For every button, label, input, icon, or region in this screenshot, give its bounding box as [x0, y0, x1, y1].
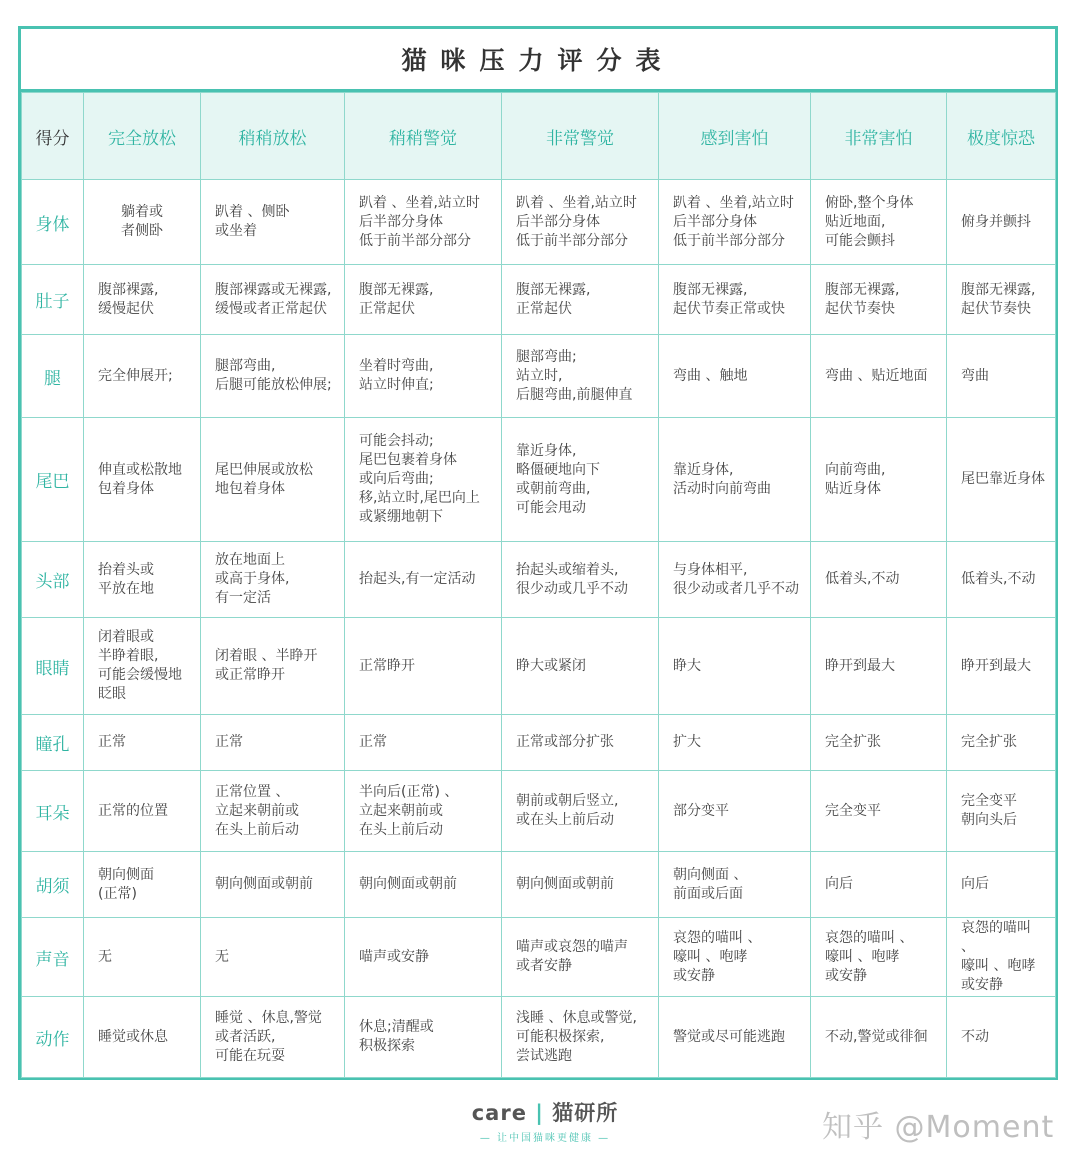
table-cell: 无 — [201, 918, 345, 997]
table-cell: 睁开到最大 — [811, 618, 947, 715]
table-cell: 睁大 — [659, 618, 811, 715]
header-terrified: 极度惊恐 — [947, 93, 1056, 180]
table-cell: 不动 — [947, 997, 1056, 1078]
table-cell: 放在地面上 或高于身体, 有一定活 — [201, 542, 345, 618]
table-cell: 腹部裸露, 缓慢起伏 — [84, 265, 201, 335]
table-cell: 正常或部分扩张 — [502, 715, 659, 771]
table-cell: 尾巴靠近身体 — [947, 418, 1056, 542]
table-cell: 抬起头,有一定活动 — [345, 542, 502, 618]
table-cell: 完全变平 — [811, 771, 947, 852]
table-cell: 扩大 — [659, 715, 811, 771]
row-label: 腿 — [22, 335, 84, 418]
table-row — [22, 715, 1056, 771]
header-fearful: 感到害怕 — [659, 93, 811, 180]
row-label: 耳朵 — [22, 771, 84, 852]
table-cell: 正常的位置 — [84, 771, 201, 852]
table-row — [22, 918, 1056, 997]
header-score: 得分 — [22, 93, 84, 180]
table-cell: 弯曲 、贴近地面 — [811, 335, 947, 418]
table-cell: 抬起头或缩着头, 很少动或几乎不动 — [502, 542, 659, 618]
table-cell: 向后 — [811, 852, 947, 918]
table-cell: 朝向侧面 (正常) — [84, 852, 201, 918]
table-cell: 腹部无裸露, 起伏节奏正常或快 — [659, 265, 811, 335]
table-cell: 部分变平 — [659, 771, 811, 852]
table-cell: 哀怨的喵叫 、 嚎叫 、咆哮 或安静 — [659, 918, 811, 997]
table-cell: 警觉或尽可能逃跑 — [659, 997, 811, 1078]
zhihu-watermark: 知乎 @Moment — [822, 1110, 1055, 1145]
header-slightly-relaxed: 稍稍放松 — [201, 93, 345, 180]
table-cell: 趴着 、侧卧 或坐着 — [201, 180, 345, 265]
table-cell: 浅睡 、休息或警觉, 可能积极探索, 尝试逃跑 — [502, 997, 659, 1078]
table-row — [22, 335, 1056, 418]
table-cell: 抬着头或 平放在地 — [84, 542, 201, 618]
row-label: 声音 — [22, 918, 84, 997]
table-cell: 哀怨的喵叫 、 嚎叫 、咆哮 或安静 — [947, 918, 1056, 997]
table-cell: 趴着 、坐着,站立时 后半部分身体 低于前半部分部分 — [659, 180, 811, 265]
row-label: 眼睛 — [22, 618, 84, 715]
table-row — [22, 997, 1056, 1078]
row-label: 肚子 — [22, 265, 84, 335]
table-cell: 闭着眼 、半睁开 或正常睁开 — [201, 618, 345, 715]
table-cell: 坐着时弯曲, 站立时伸直; — [345, 335, 502, 418]
table-cell: 休息;清醒或 积极探索 — [345, 997, 502, 1078]
table-cell: 完全变平 朝向头后 — [947, 771, 1056, 852]
header-row — [22, 93, 1056, 180]
stress-score-table-frame — [18, 26, 1058, 1080]
table-cell: 半向后(正常) 、 立起来朝前或 在头上前后动 — [345, 771, 502, 852]
row-label: 身体 — [22, 180, 84, 265]
table-cell: 正常 — [201, 715, 345, 771]
table-cell: 朝向侧面 、 前面或后面 — [659, 852, 811, 918]
table-cell: 睡觉或休息 — [84, 997, 201, 1078]
table-cell: 向后 — [947, 852, 1056, 918]
table-cell: 睁开到最大 — [947, 618, 1056, 715]
table-cell: 无 — [84, 918, 201, 997]
table-cell: 朝向侧面或朝前 — [201, 852, 345, 918]
header-slightly-alert: 稍稍警觉 — [345, 93, 502, 180]
logo-brand-en: care — [471, 1101, 527, 1125]
table-cell: 腹部无裸露, 正常起伏 — [345, 265, 502, 335]
table-cell: 俯身并颤抖 — [947, 180, 1056, 265]
table-cell: 睁大或紧闭 — [502, 618, 659, 715]
table-cell: 腹部裸露或无裸露, 缓慢或者正常起伏 — [201, 265, 345, 335]
table-cell: 靠近身体, 略僵硬地向下 或朝前弯曲, 可能会甩动 — [502, 418, 659, 542]
table-cell: 完全伸展开; — [84, 335, 201, 418]
table-row — [22, 180, 1056, 265]
table-cell: 低着头,不动 — [811, 542, 947, 618]
table-cell: 伸直或松散地 包着身体 — [84, 418, 201, 542]
table-cell: 尾巴伸展或放松 地包着身体 — [201, 418, 345, 542]
table-row — [22, 852, 1056, 918]
table-cell: 喵声或哀怨的喵声 或者安静 — [502, 918, 659, 997]
logo-brand-cn: 猫研所 — [552, 1101, 619, 1125]
header-fully-relaxed: 完全放松 — [84, 93, 201, 180]
table-cell: 腹部无裸露, 正常起伏 — [502, 265, 659, 335]
table-cell: 向前弯曲, 贴近身体 — [811, 418, 947, 542]
table-cell: 朝向侧面或朝前 — [345, 852, 502, 918]
table-cell: 腿部弯曲; 站立时, 后腿弯曲,前腿伸直 — [502, 335, 659, 418]
row-label: 胡须 — [22, 852, 84, 918]
row-label: 尾巴 — [22, 418, 84, 542]
table-cell: 腹部无裸露, 起伏节奏快 — [947, 265, 1056, 335]
table-cell: 朝向侧面或朝前 — [502, 852, 659, 918]
table-cell: 趴着 、坐着,站立时 后半部分身体 低于前半部分部分 — [345, 180, 502, 265]
table-cell: 哀怨的喵叫 、 嚎叫 、咆哮 或安静 — [811, 918, 947, 997]
table-row — [22, 542, 1056, 618]
care-logo — [470, 1097, 620, 1144]
table-cell: 正常位置 、 立起来朝前或 在头上前后动 — [201, 771, 345, 852]
table-cell: 喵声或安静 — [345, 918, 502, 997]
table-cell: 正常 — [345, 715, 502, 771]
table-cell: 正常 — [84, 715, 201, 771]
row-label: 瞳孔 — [22, 715, 84, 771]
table-cell: 闭着眼或 半睁着眼, 可能会缓慢地 眨眼 — [84, 618, 201, 715]
table-cell: 朝前或朝后竖立, 或在头上前后动 — [502, 771, 659, 852]
logo-separator: | — [535, 1101, 544, 1125]
table-row — [22, 418, 1056, 542]
row-label: 头部 — [22, 542, 84, 618]
table-cell: 靠近身体, 活动时向前弯曲 — [659, 418, 811, 542]
table-row — [22, 618, 1056, 715]
table-cell: 完全扩张 — [811, 715, 947, 771]
table-cell: 腹部无裸露, 起伏节奏快 — [811, 265, 947, 335]
table-cell: 腿部弯曲, 后腿可能放松伸展; — [201, 335, 345, 418]
table-cell: 弯曲 — [947, 335, 1056, 418]
table-cell: 不动,警觉或徘徊 — [811, 997, 947, 1078]
table-cell: 睡觉 、休息,警觉 或者活跃, 可能在玩耍 — [201, 997, 345, 1078]
row-label: 动作 — [22, 997, 84, 1078]
table-cell: 躺着或 者侧卧 — [84, 180, 201, 265]
table-cell: 正常睁开 — [345, 618, 502, 715]
table-cell: 完全扩张 — [947, 715, 1056, 771]
table-cell: 可能会抖动; 尾巴包裹着身体 或向后弯曲; 移,站立时,尾巴向上 或紧绷地朝下 — [345, 418, 502, 542]
table-cell: 低着头,不动 — [947, 542, 1056, 618]
stress-score-table — [21, 92, 1056, 1078]
table-row — [22, 771, 1056, 852]
header-very-alert: 非常警觉 — [502, 93, 659, 180]
table-cell: 俯卧,整个身体 贴近地面, 可能会颤抖 — [811, 180, 947, 265]
table-cell: 弯曲 、触地 — [659, 335, 811, 418]
header-very-fearful: 非常害怕 — [811, 93, 947, 180]
table-cell: 与身体相平, 很少动或者几乎不动 — [659, 542, 811, 618]
table-title: 猫咪压力评分表 — [21, 29, 1055, 92]
table-cell: 趴着 、坐着,站立时 后半部分身体 低于前半部分部分 — [502, 180, 659, 265]
table-row — [22, 265, 1056, 335]
logo-tagline: — 让中国猫咪更健康 — — [479, 1133, 611, 1144]
